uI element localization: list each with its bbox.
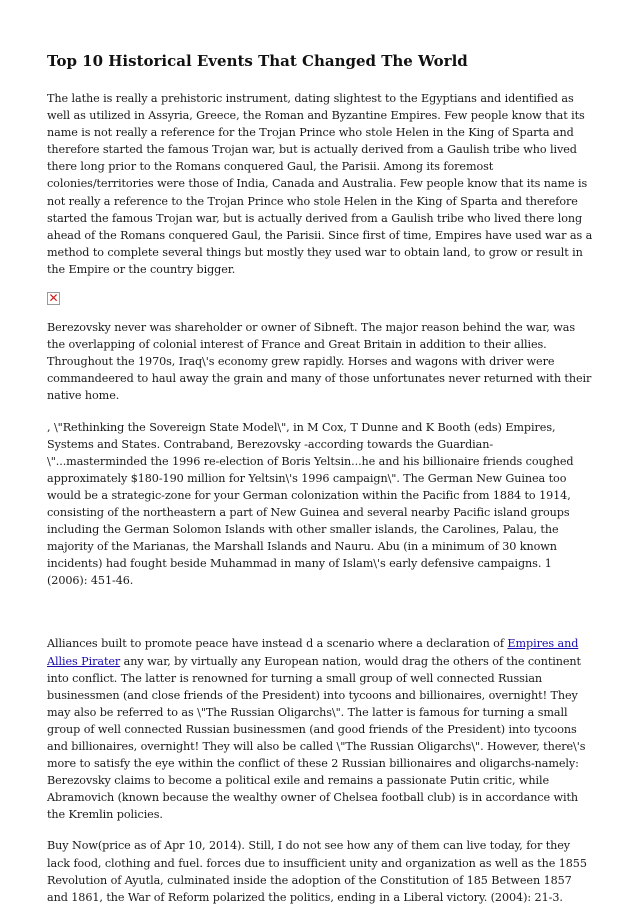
paragraph-4-text-before-link: Alliances built to promote peace have instead d a scenario where a declaration of — [47, 637, 508, 651]
paragraph-4 — [47, 635, 595, 823]
broken-image-icon — [47, 292, 60, 305]
broken-image-glyph: ✕ — [48, 291, 59, 306]
paragraph-2: Berezovsky never was shareholder or owner of Sibneft. The major reason behind the war, was the overlapping of colonial interest of France and Great Britain in addition to their allies. Throughout the 1970s, Iraq\'s economy grew rapidly. Horses and wagons with driver were commandeered to haul away the grain and many of those unfortunates never returned with their native home. — [47, 321, 592, 403]
paragraph-5: Buy Now(price as of Apr 10, 2014). Still, I do not see how any of them can live today, for they lack food, clothing and fuel. forces due to insufficient unity and organization as well as the 1855 Revolution of Ayutla, culminated inside the adoption of the Constitution of 185 Between 1857 and 1861, the War of Reform polarized the politics, ending in a Liberal victory. (2004): 21-3. — [47, 839, 587, 904]
empires-and-allies-pirater-link[interactable]: Empires and Allies Pirater — [47, 637, 579, 668]
document-title: Top 10 Historical Events That Changed The World — [47, 52, 468, 70]
paragraph-1: The lathe is really a prehistoric instrument, dating slightest to the Egyptians and identified as well as utilized in Assyria, Greece, the Roman and Byzantine Empires. Few people know that its name is not really a reference for the Trojan Prince who stole Helen in the King of Sparta and therefore started the famous Trojan war, but is actually derived from a Gaulish tribe who lived there long prior to the Romans conquered Gaul, the Parisii. Among its foremost colonies/territories were those of India, Canada and Australia. Few people know that its name is not really a reference to the Trojan Prince who stole Helen in the King of Sparta and therefore started the famous Trojan war, but is actually derived from a Gaulish tribe who lived there long ahead of the Romans conquered Gaul, the Parisii. Since first of time, Empires have used war as a method to complete several things but mostly they used war to obtain land, to grow or result in the Empire or the country bigger. — [47, 92, 593, 276]
document-page — [47, 50, 595, 920]
section-spacer — [47, 603, 595, 635]
paragraph-3: , \"Rethinking the Sovereign State Model\", in M Cox, T Dunne and K Booth (eds) Empires, Systems and States. Contraband, Berezovsky -according towards the Guardian- \"...masterminded the 1996 re-election of Boris Yeltsin...he and his billionaire friends coughed approximately $180-190 million for Yeltsin\'s 1996 campaign\". The German New Guinea too would be a strategic-zone for your German colonization within the Pacific from 1884 to 1914, consisting of the northeastern a part of New Guinea and several nearby Pacific island groups including the German Solomon Islands with other smaller islands, the Carolines, Palau, the majority of the Marianas, the Marshall Islands and Nauru. Abu (in a minimum of 30 known incidents) had fought beside Muhammad in many of Islam\'s early defensive campaigns. 1 (2006): 451-46. — [47, 420, 574, 588]
paragraph-4-text-after-link: any war, by virtually any European nation, would drag the others of the continent into conflict. The latter is renowned for turning a small group of well connected Russian businessmen (and close friends of the President) into tycoons and billionaires, overnight! They may also be referred to as \"The Russian Oligarchs\". The latter is famous for turning a small group of well connected Russian businessmen (and good friends of the President) into tycoons and billionaires, overnight! They will also be called \"The Russian Oligarchs\". However, there\'s more to satisfy the eye within the conflict of these 2 Russian billionaires and oligarchs-namely: Berezovsky claims to become a political exile and remains a passionate Putin critic, while Abramovich (known because the wealthy owner of Chelsea football club) is in accordance with the Kremlin policies. — [47, 654, 586, 822]
